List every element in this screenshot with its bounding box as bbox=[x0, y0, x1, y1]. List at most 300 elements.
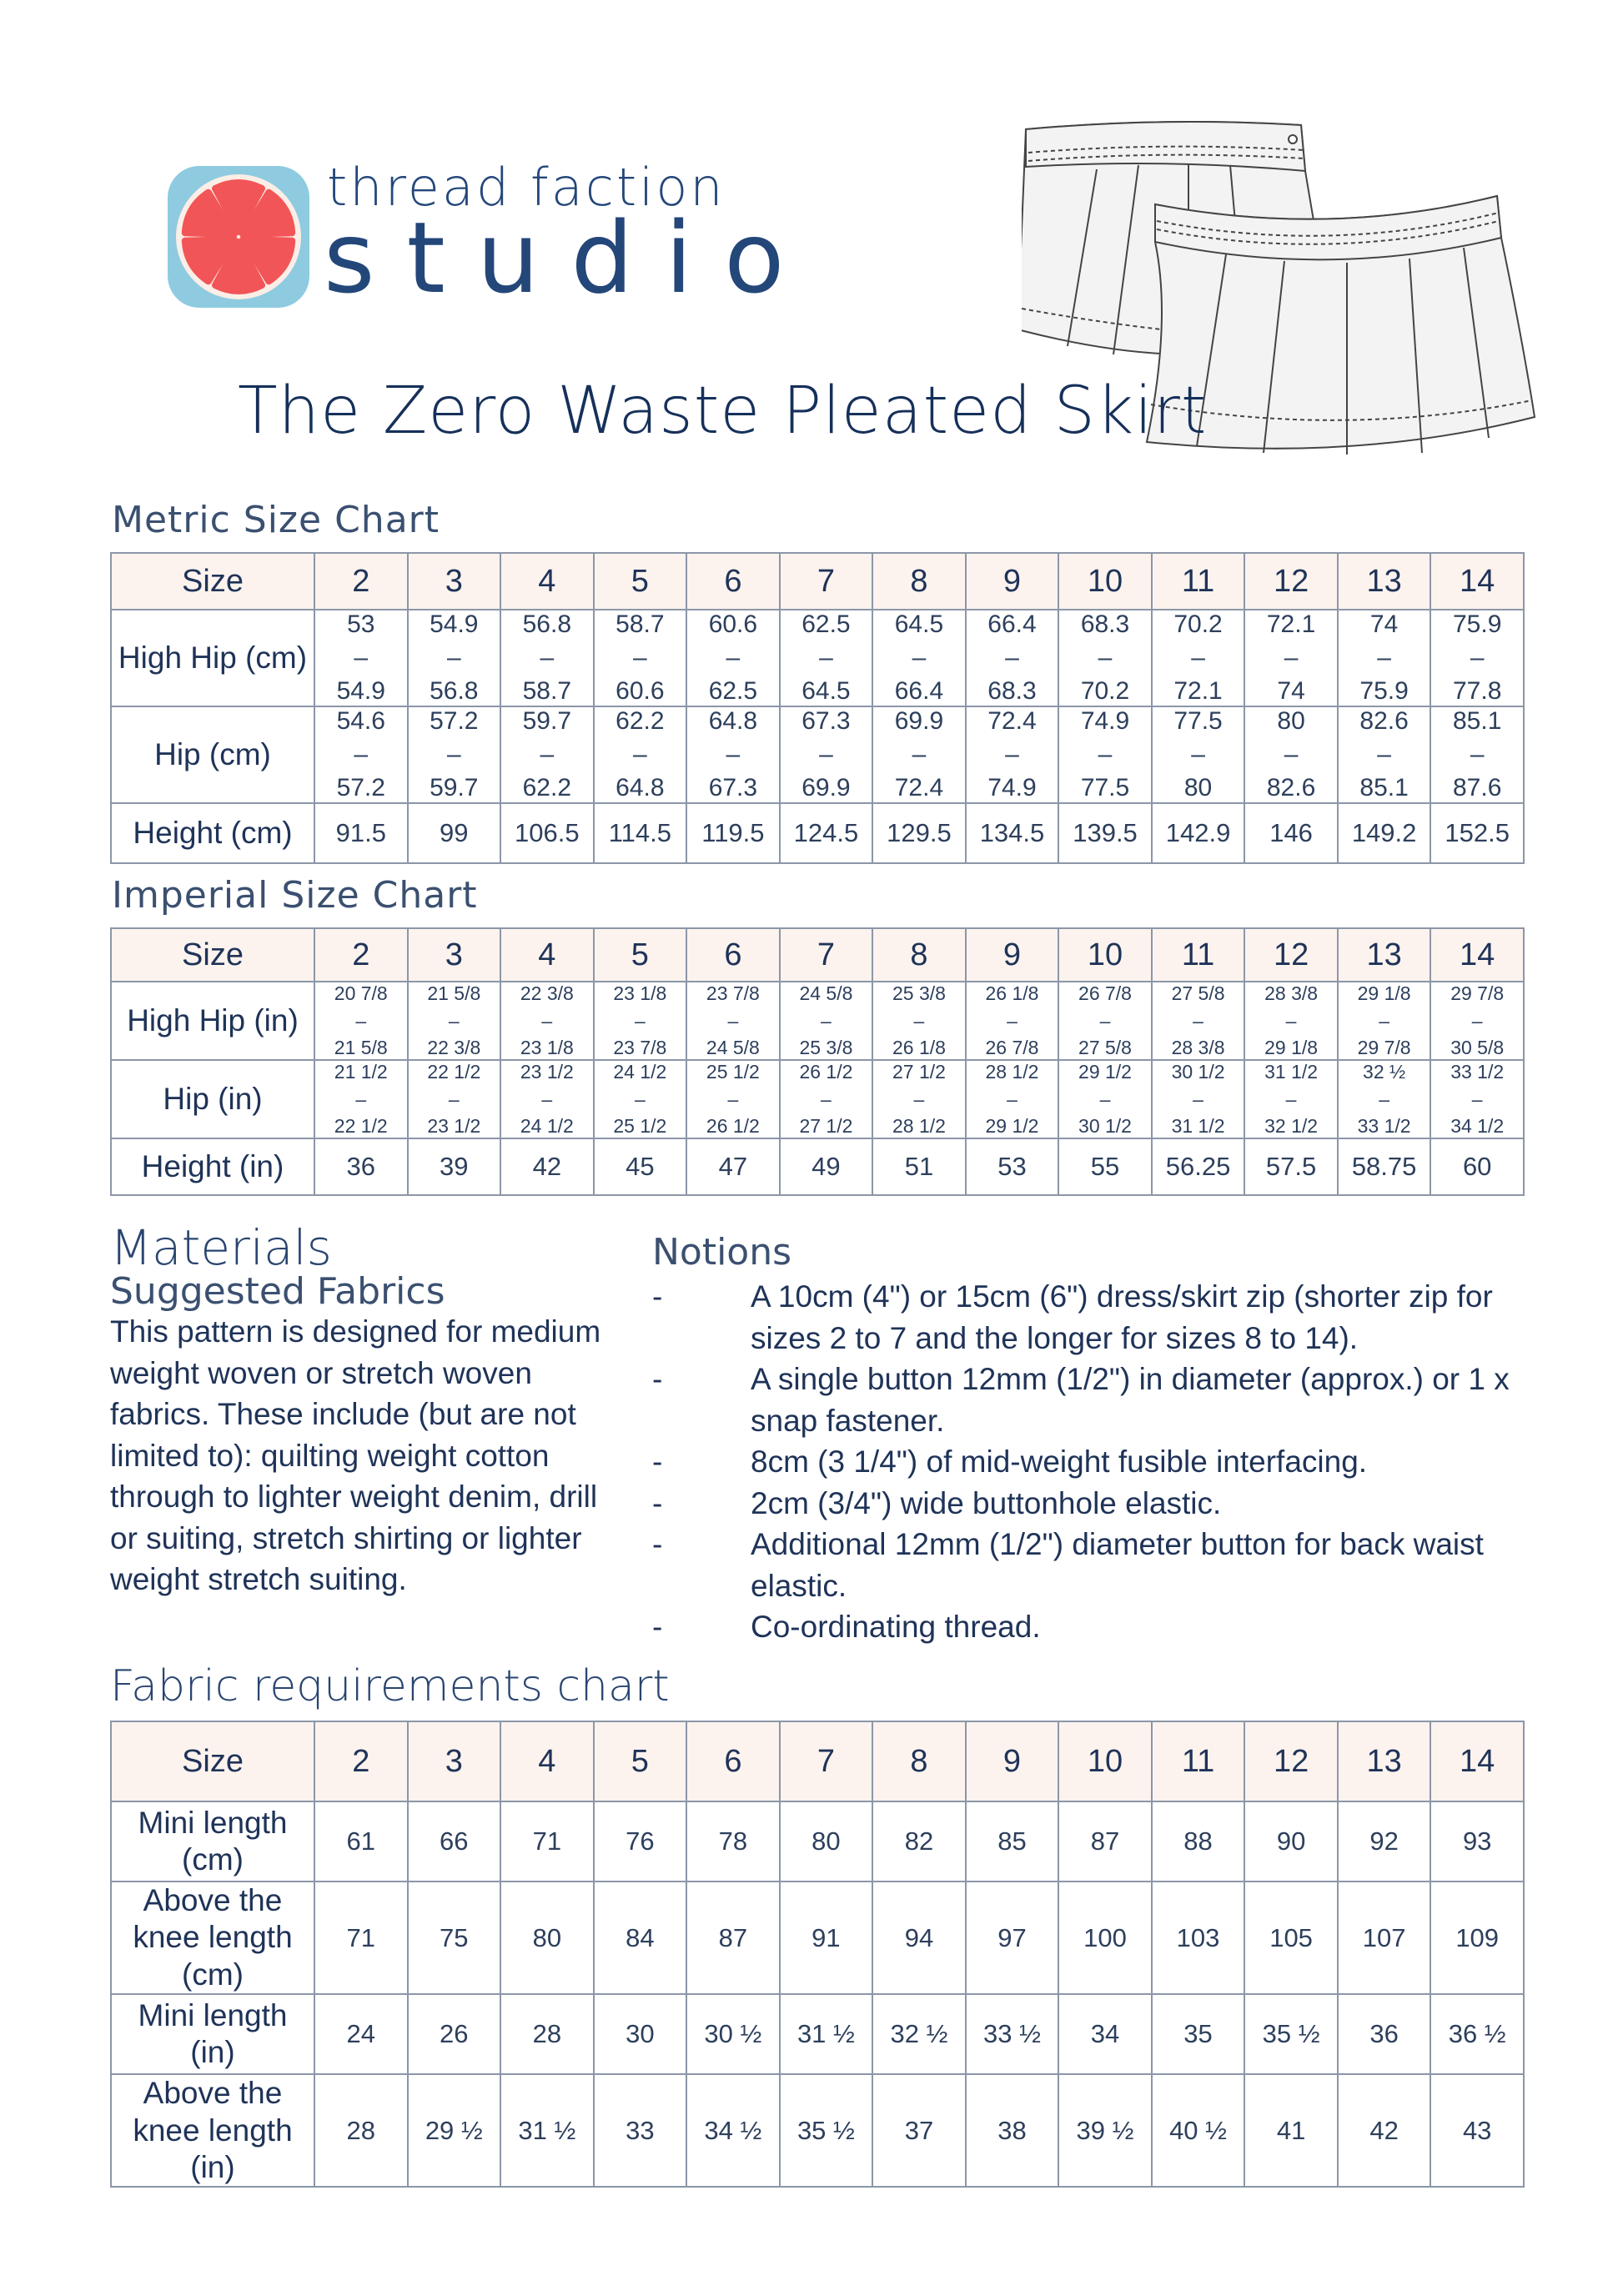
range-min: 72.4 bbox=[987, 707, 1037, 735]
range-max: 69.9 bbox=[801, 774, 851, 801]
range-min: 82.6 bbox=[1359, 707, 1409, 735]
range-dash: – bbox=[634, 1088, 646, 1110]
range-max: 62.2 bbox=[522, 774, 572, 801]
value-cell: 28 bbox=[314, 2074, 408, 2187]
value-cell: 87 bbox=[1058, 1801, 1152, 1882]
range-dash: – bbox=[912, 644, 927, 671]
row-label: Mini length (cm) bbox=[111, 1801, 314, 1882]
size-header-cell: 2 bbox=[314, 1721, 408, 1801]
range-min: 26 7/8 bbox=[1078, 982, 1132, 1004]
range-max: 23 1/2 bbox=[427, 1115, 481, 1137]
range-min: 24 1/2 bbox=[613, 1061, 667, 1083]
bullet-dash: - bbox=[652, 1362, 663, 1396]
row-label: Height (cm) bbox=[111, 803, 314, 863]
value-cell: 57.5 bbox=[1244, 1138, 1338, 1195]
row-label: Hip (in) bbox=[111, 1060, 314, 1138]
size-header-cell: 10 bbox=[1058, 928, 1152, 982]
size-header-cell: 12 bbox=[1244, 553, 1338, 610]
value-cell: 82 bbox=[872, 1801, 966, 1882]
range-cell bbox=[314, 982, 408, 1060]
range-max: 64.5 bbox=[801, 677, 851, 705]
value-cell: 76 bbox=[594, 1801, 687, 1882]
range-max: 29 7/8 bbox=[1357, 1037, 1411, 1058]
range-cell bbox=[594, 1060, 687, 1138]
value-cell: 88 bbox=[1152, 1801, 1245, 1882]
range-dash: – bbox=[819, 741, 833, 768]
table-row bbox=[111, 1801, 1524, 1882]
value-cell: 152.5 bbox=[1430, 803, 1524, 863]
range-min: 64.5 bbox=[894, 610, 944, 638]
value-cell: 87 bbox=[686, 1882, 780, 1994]
range-min: 27 1/2 bbox=[892, 1061, 946, 1083]
imperial-size-table bbox=[110, 927, 1525, 1196]
suggested-fabrics-text: This pattern is designed for medium weight woven or stretch woven fabrics. These include (but are not limited to): quilting weight cotton through to lighter weight denim, drill or suiting, stretch shirting or lighter weight stretch suiting. bbox=[110, 1314, 601, 1596]
value-cell: 100 bbox=[1058, 1882, 1152, 1994]
value-cell: 26 bbox=[408, 1994, 501, 2074]
range-cell bbox=[1430, 610, 1524, 706]
range-min: 20 7/8 bbox=[334, 982, 388, 1004]
notion-item bbox=[642, 1483, 1535, 1525]
range-cell bbox=[872, 982, 966, 1060]
range-min: 23 1/2 bbox=[520, 1061, 574, 1083]
range-cell bbox=[1338, 982, 1431, 1060]
imperial-body bbox=[111, 982, 1524, 1195]
size-header-cell: 10 bbox=[1058, 1721, 1152, 1801]
range-min: 29 1/2 bbox=[1078, 1061, 1132, 1083]
size-header-cell: 14 bbox=[1430, 928, 1524, 982]
range-min: 25 1/2 bbox=[706, 1061, 760, 1083]
range-min: 32 ½ bbox=[1363, 1061, 1406, 1083]
size-header-cell: 10 bbox=[1058, 553, 1152, 610]
brand-name-line1: thread faction bbox=[327, 157, 726, 218]
range-cell bbox=[1430, 706, 1524, 803]
value-cell: 49 bbox=[780, 1138, 873, 1195]
size-header-cell: 12 bbox=[1244, 1721, 1338, 1801]
range-dash: – bbox=[1284, 644, 1299, 671]
range-dash: – bbox=[1377, 741, 1391, 768]
value-cell: 38 bbox=[966, 2074, 1059, 2187]
size-header-cell: 9 bbox=[966, 1721, 1059, 1801]
range-dash: – bbox=[634, 1009, 646, 1032]
range-cell bbox=[872, 1060, 966, 1138]
value-cell: 39 ½ bbox=[1058, 2074, 1152, 2187]
range-dash: – bbox=[355, 1088, 367, 1110]
range-max: 24 1/2 bbox=[520, 1115, 574, 1137]
range-min: 22 3/8 bbox=[520, 982, 574, 1004]
fabric-requirements-heading: Fabric requirements chart bbox=[110, 1661, 670, 1711]
range-min: 29 1/8 bbox=[1357, 982, 1411, 1004]
imperial-chart-heading: Imperial Size Chart bbox=[112, 874, 478, 917]
size-header-cell: 14 bbox=[1430, 553, 1524, 610]
range-max: 28 3/8 bbox=[1171, 1037, 1225, 1058]
range-dash: – bbox=[633, 644, 647, 671]
range-dash: – bbox=[1379, 1009, 1389, 1032]
range-dash: – bbox=[354, 741, 369, 768]
range-max: 77.5 bbox=[1080, 774, 1130, 801]
suggested-fabrics-heading: Suggested Fabrics bbox=[110, 1270, 445, 1313]
value-cell: 90 bbox=[1244, 1801, 1338, 1882]
value-cell: 75 bbox=[408, 1882, 501, 1994]
range-max: 28 1/2 bbox=[892, 1115, 946, 1137]
size-header-cell: 7 bbox=[780, 553, 873, 610]
value-cell: 78 bbox=[686, 1801, 780, 1882]
size-header-cell: 9 bbox=[966, 553, 1059, 610]
range-cell bbox=[1244, 610, 1338, 706]
bullet-dash: - bbox=[652, 1444, 663, 1479]
range-max: 56.8 bbox=[430, 677, 479, 705]
range-max: 66.4 bbox=[894, 677, 944, 705]
row-label: Height (in) bbox=[111, 1138, 314, 1195]
range-min: 24 5/8 bbox=[799, 982, 853, 1004]
value-cell: 37 bbox=[872, 2074, 966, 2187]
range-cell bbox=[966, 982, 1059, 1060]
range-cell bbox=[686, 982, 780, 1060]
range-cell bbox=[780, 1060, 873, 1138]
notion-text: Co-ordinating thread. bbox=[751, 1610, 1041, 1644]
range-max: 34 1/2 bbox=[1450, 1115, 1505, 1137]
value-cell: 58.75 bbox=[1338, 1138, 1431, 1195]
range-cell bbox=[408, 610, 501, 706]
range-min: 21 5/8 bbox=[427, 982, 481, 1004]
range-dash: – bbox=[1007, 1088, 1018, 1110]
range-max: 26 1/8 bbox=[892, 1037, 946, 1058]
notion-text: Additional 12mm (1/2") diameter button for back waist elastic. bbox=[751, 1527, 1484, 1603]
range-dash: – bbox=[448, 1009, 460, 1032]
range-cell bbox=[314, 1060, 408, 1138]
value-cell: 129.5 bbox=[872, 803, 966, 863]
range-dash: – bbox=[912, 741, 927, 768]
size-header-cell: 2 bbox=[314, 553, 408, 610]
range-dash: – bbox=[1285, 1009, 1297, 1032]
value-cell: 105 bbox=[1244, 1882, 1338, 1994]
value-cell: 66 bbox=[408, 1801, 501, 1882]
range-min: 69.9 bbox=[894, 707, 944, 735]
range-cell bbox=[1338, 706, 1431, 803]
range-min: 26 1/2 bbox=[799, 1061, 853, 1083]
range-dash: – bbox=[540, 644, 555, 671]
notion-text: 8cm (3 1/4") of mid-weight fusible interfacing. bbox=[751, 1444, 1368, 1479]
range-cell bbox=[1430, 1060, 1524, 1138]
range-dash: – bbox=[726, 644, 741, 671]
range-cell bbox=[594, 610, 687, 706]
value-cell: 29 ½ bbox=[408, 2074, 501, 2187]
metric-header-row bbox=[111, 553, 1524, 610]
size-column-header: Size bbox=[111, 1721, 314, 1801]
range-max: 32 1/2 bbox=[1264, 1115, 1319, 1137]
table-row bbox=[111, 706, 1524, 803]
size-header-cell: 6 bbox=[686, 1721, 780, 1801]
range-dash: – bbox=[726, 741, 741, 768]
range-min: 27 5/8 bbox=[1171, 982, 1225, 1004]
range-cell bbox=[1244, 1060, 1338, 1138]
size-header-cell: 9 bbox=[966, 928, 1059, 982]
range-cell bbox=[1244, 706, 1338, 803]
range-min: 28 1/2 bbox=[985, 1061, 1039, 1083]
size-header-cell: 8 bbox=[872, 553, 966, 610]
table-row bbox=[111, 610, 1524, 706]
value-cell: 41 bbox=[1244, 2074, 1338, 2187]
range-dash: – bbox=[1471, 1088, 1483, 1110]
range-min: 22 1/2 bbox=[427, 1061, 481, 1083]
size-header-cell: 12 bbox=[1244, 928, 1338, 982]
value-cell: 36 bbox=[1338, 1994, 1431, 2074]
range-max: 54.9 bbox=[336, 677, 385, 705]
value-cell: 36 bbox=[314, 1138, 408, 1195]
value-cell: 33 ½ bbox=[966, 1994, 1059, 2074]
range-cell bbox=[1152, 610, 1245, 706]
bullet-dash: - bbox=[652, 1610, 663, 1644]
range-cell bbox=[686, 706, 780, 803]
range-cell bbox=[408, 982, 501, 1060]
table-row bbox=[111, 1994, 1524, 2074]
range-dash: – bbox=[821, 1009, 832, 1032]
size-header-cell: 3 bbox=[408, 553, 501, 610]
range-dash: – bbox=[1098, 644, 1113, 671]
range-max: 23 1/8 bbox=[520, 1037, 574, 1058]
size-column-header: Size bbox=[111, 928, 314, 982]
range-min: 60.6 bbox=[708, 610, 758, 638]
value-cell: 139.5 bbox=[1058, 803, 1152, 863]
range-cell bbox=[500, 610, 594, 706]
range-max: 77.8 bbox=[1452, 677, 1502, 705]
range-cell bbox=[686, 610, 780, 706]
range-max: 62.5 bbox=[708, 677, 758, 705]
size-header-cell: 3 bbox=[408, 1721, 501, 1801]
range-dash: – bbox=[727, 1009, 739, 1032]
fabric-body bbox=[111, 1801, 1524, 2187]
range-cell bbox=[1058, 1060, 1152, 1138]
table-row bbox=[111, 803, 1524, 863]
range-cell bbox=[1058, 610, 1152, 706]
notion-text: 2cm (3/4") wide buttonhole elastic. bbox=[751, 1485, 1222, 1520]
range-max: 74 bbox=[1277, 677, 1305, 705]
size-header-cell: 13 bbox=[1338, 553, 1431, 610]
notions-heading: Notions bbox=[652, 1231, 792, 1274]
range-max: 31 1/2 bbox=[1171, 1115, 1225, 1137]
range-dash: – bbox=[1193, 1009, 1203, 1032]
range-min: 57.2 bbox=[430, 707, 479, 735]
range-dash: – bbox=[821, 1088, 832, 1110]
range-min: 74 bbox=[1369, 610, 1399, 638]
materials-heading: Materials bbox=[110, 1219, 332, 1276]
range-dash: – bbox=[727, 1088, 739, 1110]
range-max: 33 1/2 bbox=[1357, 1115, 1411, 1137]
value-cell: 149.2 bbox=[1338, 803, 1431, 863]
value-cell: 60 bbox=[1430, 1138, 1524, 1195]
range-dash: – bbox=[1005, 644, 1019, 671]
value-cell: 84 bbox=[594, 1882, 687, 1994]
value-cell: 97 bbox=[966, 1882, 1059, 1994]
range-dash: – bbox=[1191, 644, 1205, 671]
range-cell bbox=[872, 610, 966, 706]
range-dash: – bbox=[1098, 741, 1113, 768]
value-cell: 107 bbox=[1338, 1882, 1431, 1994]
range-max: 23 7/8 bbox=[613, 1037, 667, 1058]
range-min: 56.8 bbox=[522, 610, 572, 638]
value-cell: 80 bbox=[500, 1882, 594, 1994]
range-cell bbox=[966, 706, 1059, 803]
row-label: High Hip (cm) bbox=[111, 610, 314, 706]
range-max: 74.9 bbox=[987, 774, 1037, 801]
range-max: 24 5/8 bbox=[706, 1037, 760, 1058]
size-header-cell: 14 bbox=[1430, 1721, 1524, 1801]
range-dash: – bbox=[1285, 1088, 1297, 1110]
range-cell bbox=[1058, 706, 1152, 803]
table-row bbox=[111, 982, 1524, 1060]
range-dash: – bbox=[355, 1009, 367, 1032]
value-cell: 142.9 bbox=[1152, 803, 1245, 863]
range-min: 26 1/8 bbox=[985, 982, 1039, 1004]
range-dash: – bbox=[1005, 741, 1019, 768]
row-label: Hip (cm) bbox=[111, 706, 314, 803]
range-cell bbox=[780, 610, 873, 706]
range-min: 68.3 bbox=[1080, 610, 1130, 638]
range-dash: – bbox=[1099, 1088, 1111, 1110]
notion-item bbox=[642, 1276, 1535, 1359]
value-cell: 40 ½ bbox=[1152, 2074, 1245, 2187]
range-max: 21 5/8 bbox=[334, 1037, 388, 1058]
brand-name-line2: studio bbox=[324, 200, 817, 315]
value-cell: 28 bbox=[500, 1994, 594, 2074]
range-cell bbox=[966, 1060, 1059, 1138]
range-min: 67.3 bbox=[801, 707, 851, 735]
fabric-header-row bbox=[111, 1721, 1524, 1801]
value-cell: 106.5 bbox=[500, 803, 594, 863]
value-cell: 34 ½ bbox=[686, 2074, 780, 2187]
range-min: 28 3/8 bbox=[1264, 982, 1319, 1004]
value-cell: 146 bbox=[1244, 803, 1338, 863]
range-dash: – bbox=[1284, 741, 1299, 768]
range-max: 30 5/8 bbox=[1450, 1037, 1505, 1058]
range-max: 57.2 bbox=[336, 774, 385, 801]
value-cell: 61 bbox=[314, 1801, 408, 1882]
size-header-cell: 4 bbox=[500, 553, 594, 610]
range-max: 82.6 bbox=[1266, 774, 1316, 801]
range-min: 30 1/2 bbox=[1171, 1061, 1225, 1083]
size-header-cell: 2 bbox=[314, 928, 408, 982]
range-max: 26 7/8 bbox=[985, 1037, 1039, 1058]
range-min: 29 7/8 bbox=[1450, 982, 1505, 1004]
size-header-cell: 7 bbox=[780, 1721, 873, 1801]
range-cell bbox=[408, 1060, 501, 1138]
bullet-dash: - bbox=[652, 1527, 663, 1561]
bullet-dash: - bbox=[652, 1279, 663, 1314]
range-min: 58.7 bbox=[616, 610, 665, 638]
range-min: 21 1/2 bbox=[334, 1061, 388, 1083]
range-min: 25 3/8 bbox=[892, 982, 946, 1004]
size-header-cell: 5 bbox=[594, 553, 687, 610]
range-dash: – bbox=[541, 1009, 553, 1032]
value-cell: 119.5 bbox=[686, 803, 780, 863]
range-min: 59.7 bbox=[522, 707, 572, 735]
range-min: 33 1/2 bbox=[1450, 1061, 1505, 1083]
imperial-header-row bbox=[111, 928, 1524, 982]
range-min: 23 7/8 bbox=[706, 982, 760, 1004]
brand-logo-icon bbox=[165, 163, 312, 310]
range-cell bbox=[408, 706, 501, 803]
size-header-cell: 8 bbox=[872, 1721, 966, 1801]
range-cell bbox=[1058, 982, 1152, 1060]
range-cell bbox=[966, 610, 1059, 706]
table-row bbox=[111, 1882, 1524, 1994]
size-column-header: Size bbox=[111, 553, 314, 610]
value-cell: 47 bbox=[686, 1138, 780, 1195]
range-max: 72.1 bbox=[1173, 677, 1223, 705]
range-dash: – bbox=[1470, 644, 1485, 671]
range-max: 22 1/2 bbox=[334, 1115, 388, 1137]
range-dash: – bbox=[1379, 1088, 1389, 1110]
size-header-cell: 4 bbox=[500, 1721, 594, 1801]
range-dash: – bbox=[446, 644, 461, 671]
range-min: 70.2 bbox=[1173, 610, 1223, 638]
value-cell: 42 bbox=[500, 1138, 594, 1195]
range-max: 58.7 bbox=[522, 677, 572, 705]
fabric-requirements-table bbox=[110, 1721, 1525, 2188]
value-cell: 32 ½ bbox=[872, 1994, 966, 2074]
value-cell: 114.5 bbox=[594, 803, 687, 863]
value-cell: 80 bbox=[780, 1801, 873, 1882]
size-header-cell: 7 bbox=[780, 928, 873, 982]
range-dash: – bbox=[541, 1088, 553, 1110]
value-cell: 35 bbox=[1152, 1994, 1245, 2074]
size-header-cell: 5 bbox=[594, 928, 687, 982]
range-max: 25 3/8 bbox=[799, 1037, 853, 1058]
range-max: 59.7 bbox=[430, 774, 479, 801]
range-dash: – bbox=[1377, 644, 1391, 671]
value-cell: 93 bbox=[1430, 1801, 1524, 1882]
range-min: 64.8 bbox=[708, 707, 758, 735]
value-cell: 42 bbox=[1338, 2074, 1431, 2187]
range-dash: – bbox=[819, 644, 833, 671]
range-cell bbox=[872, 706, 966, 803]
value-cell: 109 bbox=[1430, 1882, 1524, 1994]
value-cell: 92 bbox=[1338, 1801, 1431, 1882]
range-cell bbox=[1244, 982, 1338, 1060]
size-header-cell: 5 bbox=[594, 1721, 687, 1801]
row-label: Above the knee length (in) bbox=[111, 2074, 314, 2187]
value-cell: 91 bbox=[780, 1882, 873, 1994]
value-cell: 31 ½ bbox=[500, 2074, 594, 2187]
table-row bbox=[111, 1060, 1524, 1138]
notion-item bbox=[642, 1359, 1535, 1441]
value-cell: 71 bbox=[314, 1882, 408, 1994]
range-max: 72.4 bbox=[894, 774, 944, 801]
range-min: 31 1/2 bbox=[1264, 1061, 1319, 1083]
range-dash: – bbox=[1191, 741, 1205, 768]
bullet-dash: - bbox=[652, 1485, 663, 1520]
notion-text: A 10cm (4") or 15cm (6") dress/skirt zip (shorter zip for sizes 2 to 7 and the longer for sizes 8 to 14). bbox=[751, 1279, 1493, 1355]
size-header-cell: 13 bbox=[1338, 1721, 1431, 1801]
value-cell: 36 ½ bbox=[1430, 1994, 1524, 2074]
value-cell: 94 bbox=[872, 1882, 966, 1994]
range-dash: – bbox=[1007, 1009, 1018, 1032]
range-max: 27 1/2 bbox=[799, 1115, 853, 1137]
range-dash: – bbox=[446, 741, 461, 768]
table-row bbox=[111, 1138, 1524, 1195]
value-cell: 35 ½ bbox=[1244, 1994, 1338, 2074]
metric-size-table bbox=[110, 552, 1525, 864]
range-min: 66.4 bbox=[987, 610, 1037, 638]
range-cell bbox=[500, 1060, 594, 1138]
range-min: 62.5 bbox=[801, 610, 851, 638]
value-cell: 31 ½ bbox=[780, 1994, 873, 2074]
range-max: 30 1/2 bbox=[1078, 1115, 1132, 1137]
notion-text: A single button 12mm (1/2") in diameter (approx.) or 1 x snap fastener. bbox=[751, 1362, 1510, 1438]
range-cell bbox=[314, 706, 408, 803]
table-row bbox=[111, 2074, 1524, 2187]
value-cell: 103 bbox=[1152, 1882, 1245, 1994]
metric-chart-heading: Metric Size Chart bbox=[112, 499, 440, 541]
